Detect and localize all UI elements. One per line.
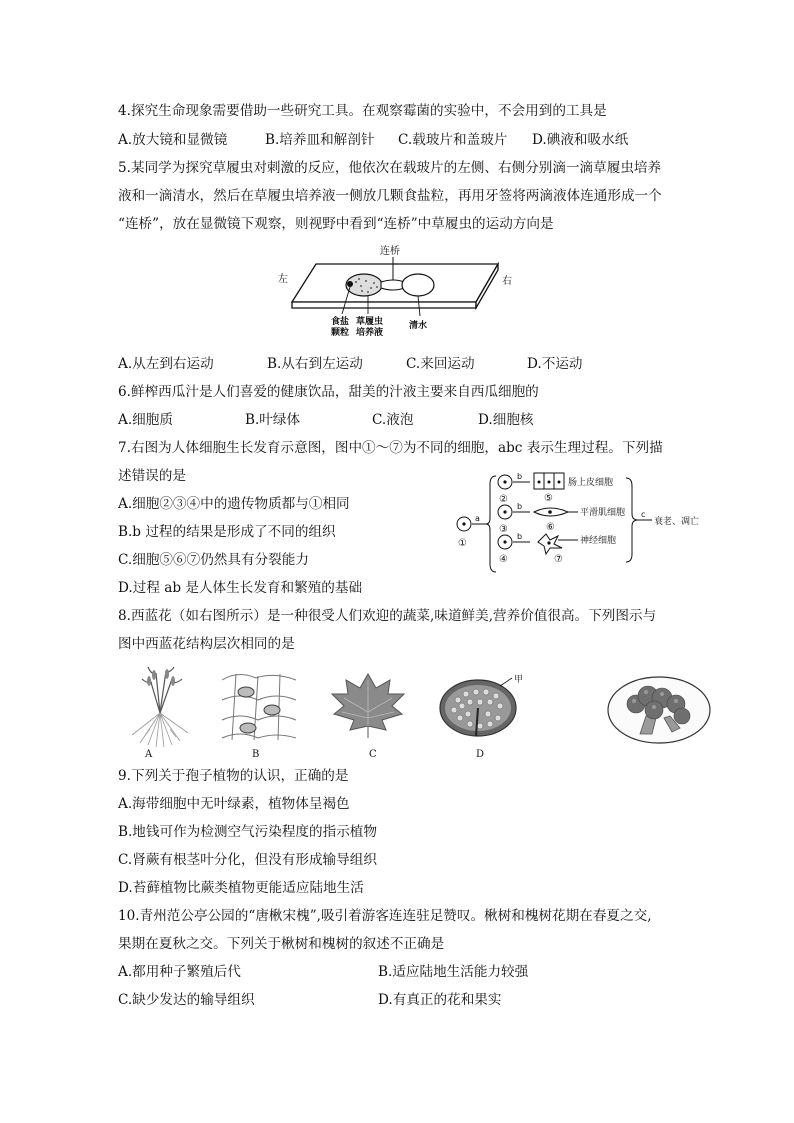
q9-option-a: A.海带细胞中无叶绿素，植物体呈褐色	[118, 796, 350, 812]
q10-option-b: B.适应陆地生活能力较强	[378, 964, 529, 980]
q7-stem-line2: 述错误的是	[118, 468, 186, 484]
q7-option-c: C.细胞⑤⑥⑦仍然具有分裂能力	[118, 552, 309, 568]
label-nerve: 神经细胞	[580, 536, 617, 546]
q10-option-d: D.有真正的花和果实	[378, 992, 502, 1008]
svg-text:b: b	[517, 532, 523, 541]
q5-stem-line1: 5.某同学为探究草履虫对刺激的反应，他依次在载玻片的左侧、右侧分别滴一滴草履虫培养	[118, 160, 662, 176]
label-salt-1: 食盐	[331, 317, 350, 327]
q9-stem: 9.下列关于孢子植物的认识，正确的是	[118, 768, 349, 784]
process-a-label: a	[475, 514, 480, 523]
label-culture-2: 培养液	[356, 328, 384, 338]
process-c-label: c	[641, 510, 646, 519]
q9-option-c: C.肾蕨有根茎叶分化，但没有形成输导组织	[118, 852, 377, 868]
svg-text:b: b	[517, 502, 523, 511]
process-b-label: b	[517, 472, 523, 481]
q9-option-b: B.地钱可作为检测空气污染程度的指示植物	[118, 824, 377, 840]
q10-stem-line1: 10.青州范公亭公园的“唐楸宋槐”,吸引着游客连连驻足赞叹。楸树和槐树花期在春夏之交,	[118, 908, 652, 924]
cell-5-label: ⑤	[544, 493, 553, 504]
q10-option-a: A.都用种子繁殖后代	[118, 964, 241, 980]
label-epithelial: 肠上皮细胞	[568, 478, 614, 488]
q5-option-a: A.从左到右运动	[118, 356, 214, 372]
broccoli-image	[606, 674, 712, 746]
q5-stem-line3: “连桥”，放在显微镜下观察，则视野中看到“连桥”中草履虫的运动方向是	[118, 216, 554, 232]
q9-option-d: D.苔藓植物比蕨类植物更能适应陆地生活	[118, 880, 364, 896]
q5-option-b: B.从右到左运动	[267, 356, 363, 372]
option-c-label: C	[369, 749, 377, 760]
q4-option-d: D.碘液和吸水纸	[532, 132, 629, 148]
cell-3-label: ③	[499, 524, 508, 535]
q10-option-c: C.缺少发达的输导组织	[118, 992, 255, 1008]
q6-option-a: A.细胞质	[118, 412, 173, 428]
cell-1-label: ①	[458, 538, 467, 549]
option-d-fruit-image	[436, 672, 536, 740]
q4-option-a: A.放大镜和显微镜	[118, 132, 228, 148]
q10-stem-line2: 果期在夏秋之交。下列关于楸树和槐树的叙述不正确是	[118, 936, 445, 952]
cell-4-label: ④	[499, 554, 508, 565]
option-b-tissue-image	[218, 670, 300, 742]
label-left: 左	[278, 274, 288, 285]
q5-stem-line2: 液和一滴清水，然后在草履虫培养液一侧放几颗食盐粒，再用牙签将两滴液体连通形成一个	[118, 188, 662, 204]
q6-option-c: C.液泡	[372, 412, 414, 428]
option-a-plant-image	[120, 665, 200, 755]
q8-stem-line2: 图中西蓝花结构层次相同的是	[118, 636, 295, 652]
label-water: 清水	[409, 321, 428, 331]
label-end: 衰老、凋亡	[654, 517, 700, 527]
cell-2-label: ②	[499, 494, 508, 505]
q5-option-d: D.不运动	[527, 356, 583, 372]
q6-option-d: D.细胞核	[478, 412, 534, 428]
label-culture-1: 草履虫	[356, 317, 384, 327]
q6-option-b: B.叶绿体	[245, 412, 301, 428]
option-b-label: B	[252, 749, 260, 760]
label-right: 右	[502, 276, 512, 287]
option-c-leaf-image	[328, 672, 408, 740]
option-d-label: D	[476, 749, 485, 760]
cell-6-label: ⑥	[546, 522, 555, 533]
cell-7-label: ⑦	[554, 554, 563, 565]
label-bridge: 连桥	[380, 246, 400, 257]
q8-stem-line1: 8.西蓝花（如右图所示）是一种很受人们欢迎的蔬菜,味道鲜美,营养价值很高。下列图示与	[118, 608, 657, 624]
label-jia: 甲	[514, 675, 524, 685]
q4-option-b: B.培养皿和解剖针	[265, 132, 375, 148]
q7-option-d: D.过程 ab 是人体生长发育和繁殖的基础	[118, 580, 363, 596]
q4-option-c: C.载玻片和盖玻片	[398, 132, 508, 148]
q4-stem: 4.探究生命现象需要借助一些研究工具。在观察霉菌的实验中，不会用到的工具是	[118, 103, 607, 119]
option-a-label: A	[145, 749, 153, 760]
q6-stem: 6.鲜榨西瓜汁是人们喜爱的健康饮品，甜美的汁液主要来自西瓜细胞的	[118, 384, 539, 400]
cell-development-figure	[450, 468, 715, 578]
q7-option-a: A.细胞②③④中的遗传物质都与①相同	[118, 496, 350, 512]
q5-option-c: C.来回运动	[406, 356, 475, 372]
q7-option-b: B.b 过程的结果是形成了不同的组织	[118, 524, 336, 540]
label-muscle: 平滑肌细胞	[580, 508, 626, 518]
label-salt-2: 颗粒	[331, 328, 350, 338]
paramecium-slide-figure	[276, 242, 526, 342]
q7-stem-line1: 7.右图为人体细胞生长发育示意图，图中①～⑦为不同的细胞，abc 表示生理过程。下列描	[118, 440, 663, 456]
